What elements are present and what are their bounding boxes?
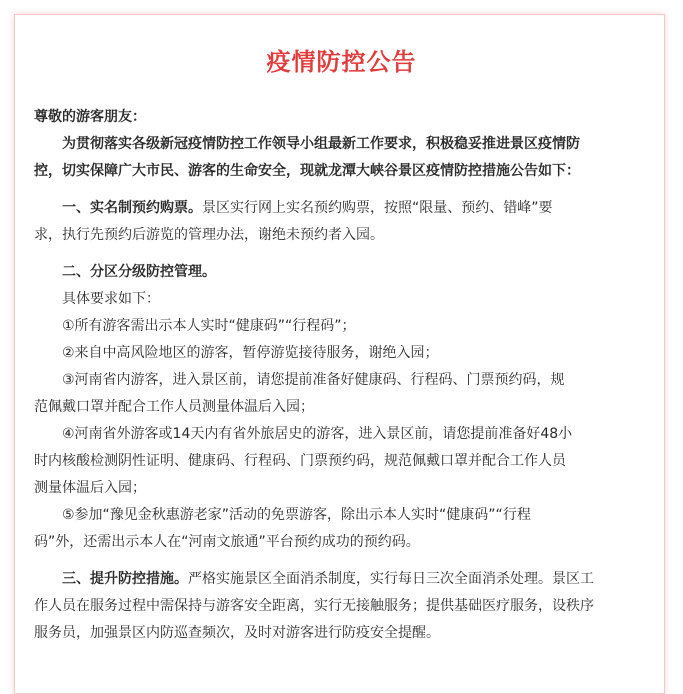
- section-text: 求，执行先预约后游览的管理办法，谢绝未预约者入园。: [34, 227, 384, 243]
- list-item: ⑤参加“豫见金秋惠游老家”活动的免票游客，除出示本人实时“健康码”“行程: [62, 507, 531, 523]
- intro-line: 为贯彻落实各级新冠疫情防控工作领导小组最新工作要求，积极稳妥推进景区疫情防: [62, 136, 580, 152]
- list-item: ①所有游客需出示本人实时“健康码”“行程码”；: [62, 318, 356, 334]
- section-text: 作人员在服务过程中需保持与游客安全距离，实行无接触服务；提供基础医疗服务，设秩序: [34, 598, 594, 614]
- list-item-cont: 范佩戴口罩并配合工作人员测量体温后入园；: [34, 399, 314, 415]
- intro-line: 控，切实保障广大市民、游客的生命安全，现就龙潭大峡谷景区疫情防控措施公告如下：: [34, 163, 580, 179]
- list-item-cont: 时内核酸检测阴性证明、健康码、行程码、门票预约码，规范佩戴口罩并配合工作人员: [34, 453, 566, 469]
- section-text: 服务员，加强景区内防巡查频次，及时对游客进行防疫安全提醒。: [34, 625, 440, 641]
- greeting: 尊敬的游客朋友：: [34, 109, 146, 125]
- section-heading: 三、提升防控措施。: [62, 571, 188, 587]
- list-item-cont: 码”外，还需出示本人在“河南文旅通”平台预约成功的预约码。: [34, 534, 420, 550]
- section-3: [34, 566, 646, 593]
- section-text: 景区实行网上实名预约购票，按照“限量、预约、错峰”要: [202, 200, 553, 216]
- section-text: 严格实施景区全面消杀制度，实行每日三次全面消杀处理。景区工: [188, 571, 594, 587]
- section-lead: 具体要求如下：: [62, 291, 160, 307]
- list-item-cont: 测量体温后入园；: [34, 480, 146, 496]
- list-item: ②来自中高风险地区的游客，暂停游览接待服务，谢绝入园；: [62, 345, 439, 361]
- section-1: [34, 195, 646, 222]
- section-heading: 二、分区分级防控管理。: [62, 264, 216, 280]
- list-item: ④河南省外游客或14天内有省外旅居史的游客，进入景区前，请您提前准备好48小: [62, 426, 573, 442]
- section-heading: 一、实名制预约购票。: [62, 200, 202, 216]
- list-item: ③河南省内游客，进入景区前，请您提前准备好健康码、行程码、门票预约码，规: [62, 372, 565, 388]
- page-title: 疫情防控公告: [266, 48, 417, 76]
- notice-body: [34, 104, 646, 647]
